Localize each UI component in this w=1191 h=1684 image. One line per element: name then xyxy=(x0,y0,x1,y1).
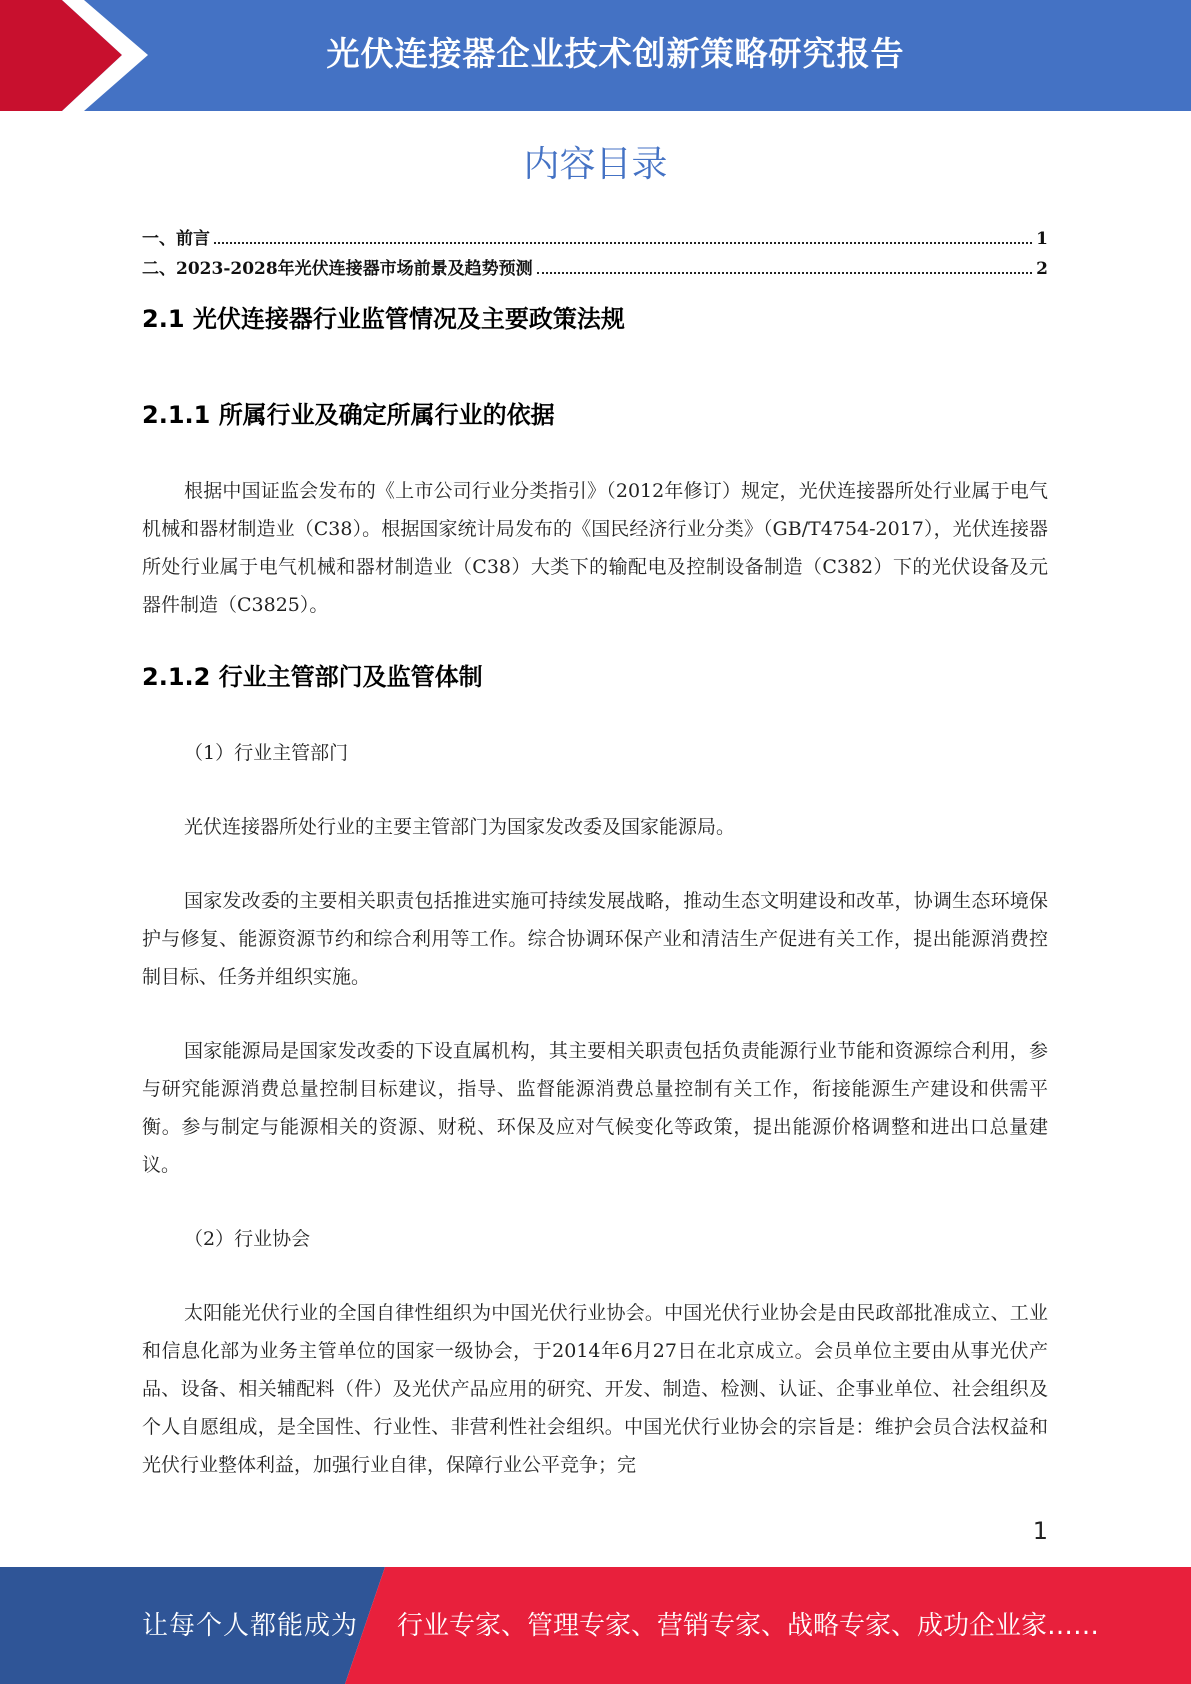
section-heading-2-1: 2.1 光伏连接器行业监管情况及主要政策法规 xyxy=(142,305,625,333)
toc-dot-leader xyxy=(214,242,1032,244)
table-of-contents xyxy=(142,224,1048,284)
report-title: 光伏连接器企业技术创新策略研究报告 xyxy=(326,34,905,73)
toc-heading: 内容目录 xyxy=(523,144,668,185)
section-heading-2-1-2: 2.1.2 行业主管部门及监管体制 xyxy=(142,663,483,691)
toc-entry[interactable] xyxy=(142,224,1048,254)
document-body xyxy=(142,302,1048,1484)
paragraph: 光伏连接器所处行业的主要主管部门为国家发改委及国家能源局。 xyxy=(184,816,736,838)
footer-slogan-left: 让每个人都能成为 xyxy=(142,1611,359,1641)
subheading-industry-association: （2）行业协会 xyxy=(184,1228,311,1250)
toc-entry-page: 1 xyxy=(1036,229,1048,249)
subheading-industry-authority: （1）行业主管部门 xyxy=(184,742,349,764)
red-chevron-graphic xyxy=(0,0,150,111)
paragraph: 国家能源局是国家发改委的下设直属机构，其主要相关职责包括负责能源行业节能和资源综合利用，参与研究能源消费总量控制目标建议，指导、监督能源消费总量控制有关工作，衔接能源生产建设和供需平衡。参与制定与能源相关的资源、财税、环保及应对气候变化等政策，提出能源价格调整和进出口总量建议。 xyxy=(142,1040,1048,1176)
toc-entry[interactable] xyxy=(142,254,1048,284)
toc-dot-leader xyxy=(537,272,1032,274)
toc-entry-page: 2 xyxy=(1036,259,1048,279)
paragraph: 根据中国证监会发布的《上市公司行业分类指引》（2012年修订）规定，光伏连接器所处行业属于电气机械和器材制造业（C38）。根据国家统计局发布的《国民经济行业分类》（GB/T4754-2017），光伏连接器所处行业属于电气机械和器材制造业（C38）大类下的输配电及控制设备制造（C382）下的光伏设备及元器件制造（C3825）。 xyxy=(142,480,1048,616)
page-number: 1 xyxy=(1032,1517,1048,1545)
section-heading-2-1-1: 2.1.1 所属行业及确定所属行业的依据 xyxy=(142,401,555,429)
footer-slogan-right: 行业专家、管理专家、营销专家、战略专家、成功企业家…… xyxy=(397,1611,1100,1641)
toc-entry-label: 一、前言 xyxy=(142,229,210,249)
toc-entry-label: 二、2023-2028年光伏连接器市场前景及趋势预测 xyxy=(142,259,533,279)
header-banner xyxy=(0,0,1191,111)
paragraph: 太阳能光伏行业的全国自律性组织为中国光伏行业协会。中国光伏行业协会是由民政部批准成立、工业和信息化部为业务主管单位的国家一级协会，于2014年6月27日在北京成立。会员单位主要由从事光伏产品、设备、相关辅配料（件）及光伏产品应用的研究、开发、制造、检测、认证、企事业单位、社会组织及个人自愿组成，是全国性、行业性、非营利性社会组织。中国光伏行业协会的宗旨是：维护会员合法权益和光伏行业整体利益，加强行业自律，保障行业公平竞争；完 xyxy=(142,1302,1048,1476)
paragraph: 国家发改委的主要相关职责包括推进实施可持续发展战略，推动生态文明建设和改革，协调生态环境保护与修复、能源资源节约和综合利用等工作。综合协调环保产业和清洁生产促进有关工作，提出能源消费控制目标、任务并组织实施。 xyxy=(142,890,1048,988)
footer-banner xyxy=(0,1567,1191,1684)
